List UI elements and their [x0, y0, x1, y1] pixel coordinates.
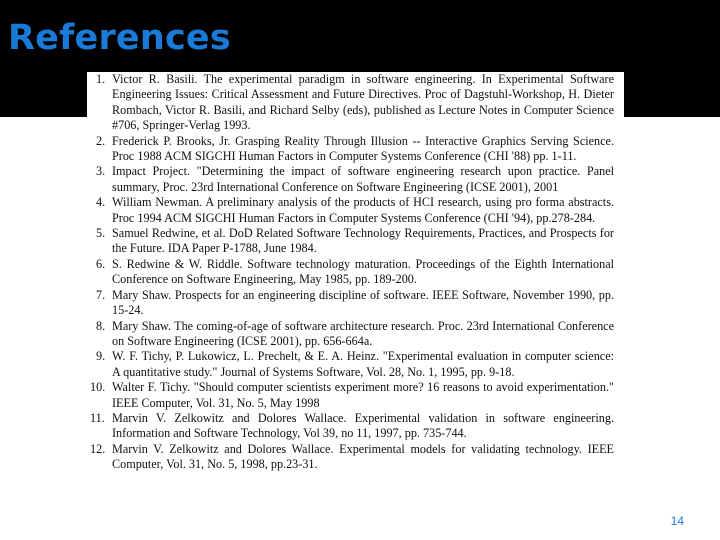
reference-item [87, 411, 624, 442]
reference-text: Marvin V. Zelkowitz and Dolores Wallace. Experimental models for validating technology. IEEE Computer, Vol. 31, No. 5, 1998, pp.23-31. [112, 441, 614, 472]
reference-text: William Newman. A preliminary analysis of the products of HCI research, using pro forma abstracts. Proc 1994 ACM SIGCHI Human Factors in Computer Systems Conference (CHI '94), pp.278-284. [112, 195, 614, 225]
reference-number: 7. [96, 287, 106, 302]
reference-item [87, 257, 624, 288]
reference-list [87, 72, 624, 473]
reference-item [87, 319, 624, 350]
reference-text: Frederick P. Brooks, Jr. Grasping Reality Through Illusion -- Interactive Graphics Serving Science. Proc 1988 ACM SIGCHI Human Factors in Computer Systems Conference (CHI '88) pp. 1-11. [112, 133, 614, 164]
reference-text: Mary Shaw. Prospects for an engineering discipline of software. IEEE Software, November 1990, pp. 15-24. [112, 287, 614, 318]
reference-text: Impact Project. "Determining the impact of software engineering research upon practice. Panel summary, Proc. 23rd International Conference on Software Engineering (ICSE 2001), 2001 [112, 164, 614, 194]
reference-text: Samuel Redwine, et al. DoD Related Software Technology Requirements, Practices, and Prospects for the Future. IDA Paper P-1788, June 1984. [112, 226, 614, 256]
reference-number: 12. [90, 441, 106, 456]
reference-text: Marvin V. Zelkowitz and Dolores Wallace. Experimental validation in software engineering. Information and Software Technology, Vol 39, no 11, 1997, pp. 735-744. [112, 410, 614, 441]
reference-number: 5. [96, 226, 106, 241]
reference-item [87, 195, 624, 226]
reference-number: 11. [90, 410, 105, 425]
reference-item [87, 226, 624, 257]
reference-item [87, 442, 624, 473]
reference-item [87, 72, 624, 134]
slide-title: References [8, 18, 231, 58]
reference-text: W. F. Tichy, P. Lukowicz, L. Prechelt, & E. A. Heinz. "Experimental evaluation in computer science: A quantitative study." Journal of Systems Software, Vol. 28, No. 1, 1995, pp. 9-18. [112, 349, 614, 379]
reference-text: Walter F. Tichy. "Should computer scientists experiment more? 16 reasons to avoid experimentation." IEEE Computer, Vol. 31, No. 5, May 1998 [112, 380, 614, 410]
reference-number: 1. [96, 72, 106, 86]
reference-number: 3. [96, 164, 106, 179]
reference-item [87, 164, 624, 195]
page-number: 14 [670, 514, 684, 528]
reference-item [87, 288, 624, 319]
reference-number: 4. [96, 195, 106, 210]
reference-text: Mary Shaw. The coming-of-age of software architecture research. Proc. 23rd International Conference on Software Engineering (ICSE 2001), pp. 656-664a. [112, 318, 614, 348]
reference-number: 10. [90, 380, 106, 395]
reference-item [87, 380, 624, 411]
reference-text: S. Redwine & W. Riddle. Software technology maturation. Proceedings of the Eighth International Conference on Software Engineering, May 1985, pp. 189-200. [112, 256, 614, 287]
reference-number: 8. [96, 318, 106, 333]
reference-item [87, 134, 624, 165]
scanned-references-page [87, 72, 624, 530]
reference-text: Victor R. Basili. The experimental paradigm in software engineering. In Experimental Software Engineering Issues: Critical Assessment and Future Directives. Proc of Dagstuhl-Workshop, H. Dieter Rombach, Victor R. Basili, and Richard Selby (eds), published as Lecture Notes in Computer Science #706, Springer-Verlag 1993. [112, 72, 614, 133]
reference-number: 9. [96, 349, 106, 364]
reference-number: 6. [96, 256, 106, 271]
reference-item [87, 349, 624, 380]
reference-number: 2. [96, 133, 106, 148]
